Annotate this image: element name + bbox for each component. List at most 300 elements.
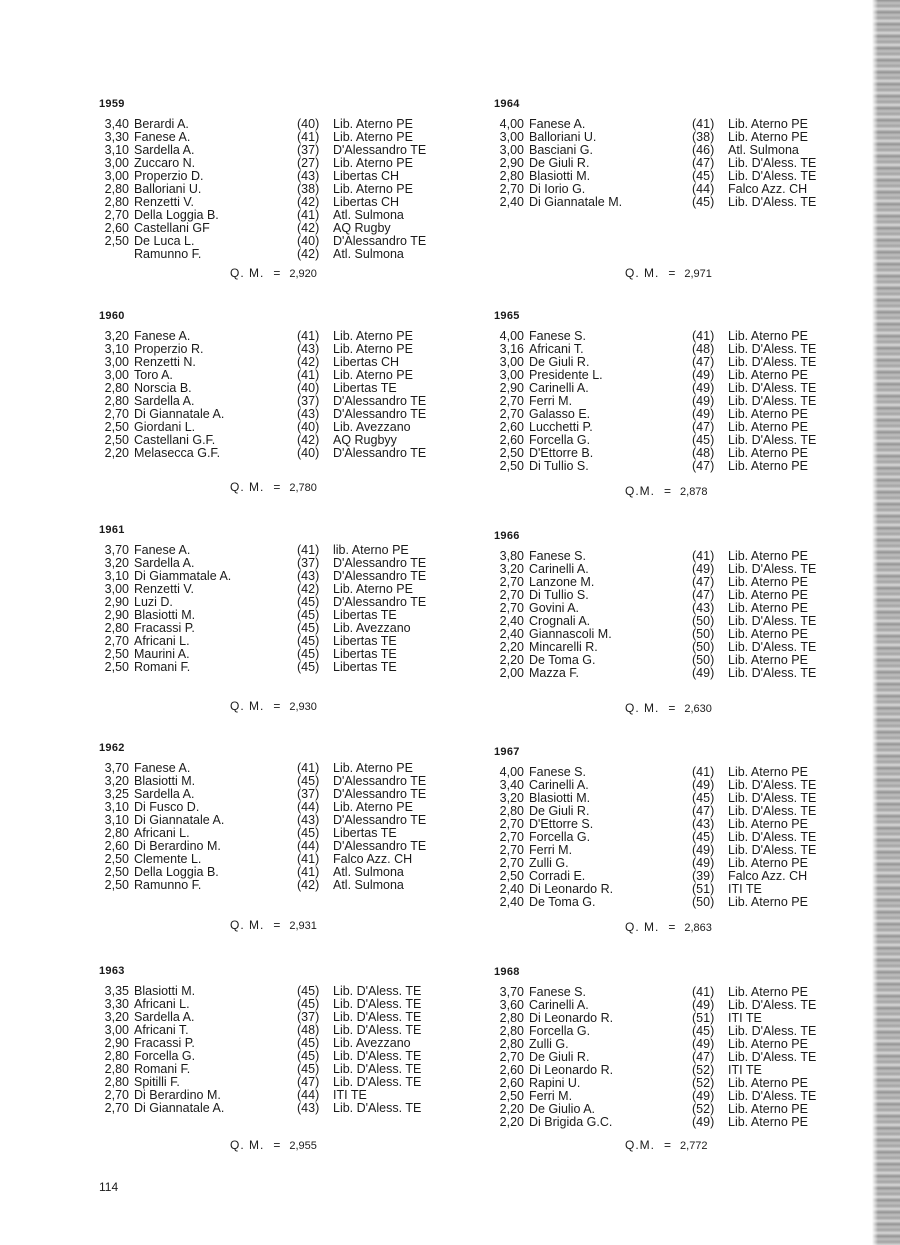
athlete-name: Properzio R. (134, 342, 204, 356)
birth-year: (42) (297, 221, 320, 235)
athlete-name: Africani T. (134, 1023, 189, 1037)
club-name: Lib. Aterno PE (728, 588, 808, 602)
athlete-name: Della Loggia B. (134, 865, 219, 879)
athlete-name: Mazza F. (529, 666, 580, 680)
birth-year: (42) (297, 355, 320, 369)
club-name: Lib. D'Aless. TE (728, 666, 817, 680)
results-list (494, 330, 839, 473)
birth-year: (41) (297, 130, 320, 144)
birth-year: (49) (692, 856, 715, 870)
athlete-name: De Giuli R. (529, 1050, 590, 1064)
section-year: 1963 (99, 965, 125, 977)
club-name: Lib. Avezzano (333, 621, 411, 635)
average-label: Q. M. (230, 699, 265, 713)
height-value: 3,10 (104, 143, 129, 157)
birth-year: (41) (297, 543, 320, 557)
club-name: Atl. Sulmona (333, 247, 404, 261)
club-name: Lib. D'Aless. TE (728, 169, 817, 183)
birth-year: (49) (692, 778, 715, 792)
athlete-name: Melasecca G.F. (134, 446, 221, 460)
birth-year: (49) (692, 1037, 715, 1051)
athlete-name: De Luca L. (134, 234, 195, 248)
athlete-name: De Giulio A. (529, 1102, 596, 1116)
athlete-name: Di Leonardo R. (529, 1063, 614, 1077)
birth-year: (49) (692, 1115, 715, 1129)
club-name: D'Alessandro TE (333, 407, 427, 421)
height-value: 3,10 (104, 569, 129, 583)
athlete-name: Govini A. (529, 601, 580, 615)
club-name: ITI TE (728, 882, 762, 896)
height-value: 3,60 (499, 998, 524, 1012)
athlete-name: Di Giammatale A. (134, 569, 232, 583)
birth-year: (42) (297, 247, 320, 261)
club-name: Lib. Aterno PE (728, 985, 808, 999)
athlete-name: Sardella A. (134, 787, 195, 801)
club-name: lib. Aterno PE (333, 543, 409, 557)
club-name: Libertas CH (333, 355, 399, 369)
athlete-name: D'Ettorre S. (529, 817, 594, 831)
club-name: Lib. D'Aless. TE (728, 791, 817, 805)
club-name: Lib. Aterno PE (333, 368, 413, 382)
average-line (230, 266, 317, 280)
height-value: 2,50 (499, 869, 524, 883)
club-name: Falco Azz. CH (728, 182, 808, 196)
athlete-name: Romani F. (134, 660, 191, 674)
club-name: Libertas TE (333, 826, 397, 840)
club-name: Lib. Aterno PE (728, 856, 808, 870)
club-name: Lib. D'Aless. TE (728, 998, 817, 1012)
birth-year: (38) (297, 182, 320, 196)
athlete-name: Blasiotti M. (134, 608, 196, 622)
equals-sign: = (273, 699, 281, 713)
club-name: Atl. Sulmona (333, 865, 404, 879)
birth-year: (43) (692, 817, 715, 831)
average-label: Q. M. (230, 918, 265, 932)
height-value: 2,70 (499, 394, 524, 408)
equals-sign: = (664, 1138, 672, 1152)
birth-year: (41) (297, 208, 320, 222)
height-value: 2,60 (499, 420, 524, 434)
athlete-name: Carinelli A. (529, 998, 589, 1012)
result-row (494, 667, 839, 680)
birth-year: (52) (692, 1063, 715, 1077)
height-value: 2,50 (104, 660, 129, 674)
scan-edge-shadow (872, 0, 900, 1245)
height-value: 2,00 (499, 666, 524, 680)
club-name: Lib. D'Aless. TE (333, 1049, 422, 1063)
average-label: Q.M. (625, 484, 655, 498)
height-value: 2,70 (499, 601, 524, 615)
height-value: 3,10 (104, 800, 129, 814)
birth-year: (49) (692, 666, 715, 680)
height-value: 3,40 (104, 117, 129, 131)
average-label: Q. M. (625, 920, 660, 934)
height-value: 2,70 (104, 407, 129, 421)
average-value: 2,930 (289, 701, 317, 713)
height-value: 2,20 (499, 1102, 524, 1116)
birth-year: (47) (692, 1050, 715, 1064)
birth-year: (45) (297, 621, 320, 635)
athlete-name: Fanese S. (529, 549, 586, 563)
athlete-name: Ferri M. (529, 843, 573, 857)
club-name: Lib. Aterno PE (728, 1115, 808, 1129)
birth-year: (43) (297, 342, 320, 356)
birth-year: (45) (297, 634, 320, 648)
club-name: Lib. Aterno PE (728, 817, 808, 831)
athlete-name: Fanese A. (134, 130, 191, 144)
club-name: Atl. Sulmona (728, 143, 799, 157)
height-value: 3,20 (104, 329, 129, 343)
athlete-name: Corradi E. (529, 869, 586, 883)
average-line (230, 699, 317, 713)
club-name: D'Alessandro TE (333, 839, 427, 853)
birth-year: (49) (692, 843, 715, 857)
height-value: 4,00 (499, 765, 524, 779)
birth-year: (43) (297, 569, 320, 583)
athlete-name: Balloriani U. (529, 130, 597, 144)
height-value: 2,80 (104, 1049, 129, 1063)
birth-year: (47) (297, 1075, 320, 1089)
athlete-name: Di Leonardo R. (529, 1011, 614, 1025)
height-value: 2,70 (104, 1101, 129, 1115)
height-value: 2,50 (104, 865, 129, 879)
average-label: Q. M. (230, 1138, 265, 1152)
result-row (99, 661, 444, 674)
height-value: 2,70 (104, 1088, 129, 1102)
club-name: Lib. Aterno PE (333, 761, 413, 775)
club-name: Lib. Aterno PE (333, 117, 413, 131)
athlete-name: Di Iorio G. (529, 182, 586, 196)
birth-year: (49) (692, 407, 715, 421)
average-value: 2,971 (684, 268, 712, 280)
height-value: 2,70 (499, 407, 524, 421)
athlete-name: Galasso E. (529, 407, 591, 421)
athlete-name: Romani F. (134, 1062, 191, 1076)
club-name: Lib. D'Aless. TE (728, 804, 817, 818)
average-value: 2,863 (684, 922, 712, 934)
athlete-name: Di Brigida G.C. (529, 1115, 613, 1129)
athlete-name: Zulli G. (529, 856, 569, 870)
result-row (494, 1116, 839, 1129)
athlete-name: Zulli G. (529, 1037, 569, 1051)
athlete-name: Di Giannatale M. (529, 195, 623, 209)
athlete-name: Africani T. (529, 342, 584, 356)
height-value: 2,70 (499, 830, 524, 844)
club-name: D'Alessandro TE (333, 234, 427, 248)
birth-year: (48) (692, 446, 715, 460)
athlete-name: Sardella A. (134, 556, 195, 570)
birth-year: (49) (692, 1089, 715, 1103)
birth-year: (47) (692, 575, 715, 589)
height-value: 3,00 (499, 368, 524, 382)
birth-year: (27) (297, 156, 320, 170)
athlete-name: Fanese S. (529, 329, 586, 343)
height-value: 2,50 (104, 878, 129, 892)
average-value: 2,878 (680, 486, 708, 498)
height-value: 4,00 (499, 329, 524, 343)
birth-year: (50) (692, 614, 715, 628)
club-name: Lib. Aterno PE (728, 765, 808, 779)
section-year: 1959 (99, 98, 125, 110)
average-line (625, 1138, 708, 1152)
athlete-name: De Giuli R. (529, 156, 590, 170)
average-label: Q. M. (625, 701, 660, 715)
club-name: Lib. Aterno PE (728, 895, 808, 909)
club-name: AQ Rugby (333, 221, 391, 235)
athlete-name: Di Berardino M. (134, 1088, 221, 1102)
club-name: Lib. D'Aless. TE (333, 1023, 422, 1037)
athlete-name: De Giuli R. (529, 355, 590, 369)
average-line (625, 266, 712, 280)
athlete-name: Basciani G. (529, 143, 593, 157)
birth-year: (47) (692, 420, 715, 434)
athlete-name: Di Tullio S. (529, 588, 589, 602)
club-name: Lib. D'Aless. TE (333, 1101, 422, 1115)
athlete-name: Renzetti V. (134, 582, 194, 596)
birth-year: (41) (297, 852, 320, 866)
club-name: Lib. Aterno PE (333, 329, 413, 343)
equals-sign: = (273, 918, 281, 932)
birth-year: (45) (297, 660, 320, 674)
average-label: Q. M. (230, 266, 265, 280)
height-value: 2,80 (499, 1024, 524, 1038)
club-name: Lib. D'Aless. TE (728, 640, 817, 654)
height-value: 2,70 (499, 575, 524, 589)
birth-year: (50) (692, 895, 715, 909)
athlete-name: De Giuli R. (529, 804, 590, 818)
height-value: 3,20 (104, 774, 129, 788)
average-value: 2,630 (684, 703, 712, 715)
average-value: 2,772 (680, 1140, 708, 1152)
birth-year: (43) (297, 813, 320, 827)
athlete-name: Castellani GF (134, 221, 210, 235)
birth-year: (45) (297, 997, 320, 1011)
height-value: 2,50 (499, 459, 524, 473)
height-value: 2,80 (499, 169, 524, 183)
height-value: 2,40 (499, 614, 524, 628)
club-name: Lib. D'Aless. TE (728, 778, 817, 792)
club-name: D'Alessandro TE (333, 774, 427, 788)
birth-year: (45) (692, 830, 715, 844)
height-value: 3,70 (104, 761, 129, 775)
birth-year: (47) (692, 156, 715, 170)
club-name: D'Alessandro TE (333, 813, 427, 827)
section-year: 1966 (494, 530, 520, 542)
height-value: 3,20 (104, 1010, 129, 1024)
height-value: 3,20 (104, 556, 129, 570)
height-value: 3,25 (104, 787, 129, 801)
birth-year: (49) (692, 381, 715, 395)
birth-year: (41) (297, 865, 320, 879)
result-row (494, 460, 839, 473)
height-value: 2,50 (104, 647, 129, 661)
birth-year: (42) (297, 195, 320, 209)
height-value: 2,80 (104, 381, 129, 395)
athlete-name: Giannascoli M. (529, 627, 612, 641)
athlete-name: Ferri M. (529, 394, 573, 408)
club-name: Lib. D'Aless. TE (333, 984, 422, 998)
average-label: Q.M. (625, 1138, 655, 1152)
birth-year: (51) (692, 882, 715, 896)
birth-year: (41) (297, 368, 320, 382)
birth-year: (41) (297, 329, 320, 343)
club-name: D'Alessandro TE (333, 787, 427, 801)
birth-year: (39) (692, 869, 715, 883)
athlete-name: Carinelli A. (529, 381, 589, 395)
club-name: Lib. Aterno PE (728, 407, 808, 421)
club-name: Lib. Aterno PE (728, 575, 808, 589)
height-value: 2,70 (499, 1050, 524, 1064)
results-list (99, 118, 444, 261)
athlete-name: Fanese S. (529, 765, 586, 779)
height-value: 2,60 (499, 1063, 524, 1077)
average-value: 2,780 (289, 482, 317, 494)
club-name: D'Alessandro TE (333, 394, 427, 408)
section-year: 1967 (494, 746, 520, 758)
height-value: 2,90 (104, 608, 129, 622)
birth-year: (45) (297, 647, 320, 661)
athlete-name: Sardella A. (134, 143, 195, 157)
equals-sign: = (668, 920, 676, 934)
club-name: Lib. Aterno PE (728, 446, 808, 460)
height-value: 2,80 (104, 1075, 129, 1089)
birth-year: (42) (297, 582, 320, 596)
athlete-name: Rapini U. (529, 1076, 581, 1090)
club-name: Lib. D'Aless. TE (333, 1010, 422, 1024)
height-value: 3,00 (104, 156, 129, 170)
club-name: Lib. D'Aless. TE (728, 1050, 817, 1064)
section-year: 1964 (494, 98, 520, 110)
club-name: Lib. Aterno PE (728, 368, 808, 382)
club-name: ITI TE (728, 1011, 762, 1025)
height-value: 2,70 (499, 182, 524, 196)
result-row (99, 447, 444, 460)
birth-year: (40) (297, 420, 320, 434)
equals-sign: = (664, 484, 672, 498)
athlete-name: Forcella G. (134, 1049, 196, 1063)
height-value: 3,00 (104, 1023, 129, 1037)
club-name: Lib. Aterno PE (333, 582, 413, 596)
club-name: Lib. D'Aless. TE (333, 1062, 422, 1076)
results-list (99, 762, 444, 892)
birth-year: (41) (692, 765, 715, 779)
athlete-name: Zuccaro N. (134, 156, 196, 170)
athlete-name: Balloriani U. (134, 182, 202, 196)
birth-year: (41) (297, 761, 320, 775)
athlete-name: Di Fusco D. (134, 800, 200, 814)
birth-year: (41) (692, 117, 715, 131)
birth-year: (43) (297, 169, 320, 183)
club-name: Lib. Aterno PE (728, 1076, 808, 1090)
height-value: 2,40 (499, 627, 524, 641)
height-value: 2,20 (499, 1115, 524, 1129)
club-name: Libertas TE (333, 660, 397, 674)
athlete-name: Renzetti N. (134, 355, 196, 369)
club-name: D'Alessandro TE (333, 446, 427, 460)
height-value: 3,00 (499, 130, 524, 144)
club-name: Lib. Aterno PE (333, 342, 413, 356)
athlete-name: Fanese A. (134, 761, 191, 775)
birth-year: (44) (297, 1088, 320, 1102)
club-name: ITI TE (728, 1063, 762, 1077)
birth-year: (47) (692, 355, 715, 369)
height-value: 3,35 (104, 984, 129, 998)
height-value: 3,40 (499, 778, 524, 792)
birth-year: (45) (297, 1049, 320, 1063)
club-name: Lib. D'Aless. TE (728, 433, 817, 447)
result-row (99, 1102, 444, 1115)
athlete-name: Fanese A. (134, 543, 191, 557)
height-value: 4,00 (499, 117, 524, 131)
height-value: 3,70 (104, 543, 129, 557)
birth-year: (45) (297, 984, 320, 998)
athlete-name: Fracassi P. (134, 621, 195, 635)
results-list (99, 544, 444, 674)
birth-year: (50) (692, 627, 715, 641)
birth-year: (42) (297, 878, 320, 892)
average-line (625, 701, 712, 715)
average-line (625, 920, 712, 934)
results-list (494, 766, 839, 909)
birth-year: (45) (297, 774, 320, 788)
section-year: 1965 (494, 310, 520, 322)
athlete-name: Lucchetti P. (529, 420, 593, 434)
height-value: 2,60 (499, 1076, 524, 1090)
club-name: Lib. Aterno PE (728, 1102, 808, 1116)
height-value: 2,70 (104, 208, 129, 222)
club-name: ITI TE (333, 1088, 367, 1102)
height-value: 2,50 (104, 420, 129, 434)
average-line (230, 918, 317, 932)
birth-year: (44) (297, 839, 320, 853)
club-name: Lib. D'Aless. TE (728, 381, 817, 395)
club-name: Falco Azz. CH (728, 869, 808, 883)
athlete-name: Africani L. (134, 634, 190, 648)
height-value: 2,20 (499, 653, 524, 667)
equals-sign: = (273, 266, 281, 280)
birth-year: (52) (692, 1076, 715, 1090)
club-name: Lib. Aterno PE (728, 459, 808, 473)
birth-year: (44) (692, 182, 715, 196)
club-name: Lib. D'Aless. TE (728, 1089, 817, 1103)
birth-year: (47) (692, 588, 715, 602)
average-label: Q. M. (625, 266, 660, 280)
equals-sign: = (273, 1138, 281, 1152)
club-name: Libertas TE (333, 608, 397, 622)
athlete-name: Norscia B. (134, 381, 192, 395)
result-row (494, 196, 839, 209)
athlete-name: De Toma G. (529, 653, 596, 667)
height-value: 3,00 (104, 582, 129, 596)
athlete-name: Sardella A. (134, 1010, 195, 1024)
birth-year: (49) (692, 368, 715, 382)
club-name: Lib. Aterno PE (728, 329, 808, 343)
club-name: D'Alessandro TE (333, 556, 427, 570)
club-name: Lib. D'Aless. TE (728, 614, 817, 628)
athlete-name: Fanese A. (134, 329, 191, 343)
birth-year: (49) (692, 394, 715, 408)
birth-year: (46) (692, 143, 715, 157)
height-value: 2,80 (499, 1037, 524, 1051)
athlete-name: Di Giannatale A. (134, 1101, 225, 1115)
height-value: 2,80 (104, 195, 129, 209)
result-row (99, 879, 444, 892)
height-value: 2,70 (499, 843, 524, 857)
birth-year: (37) (297, 1010, 320, 1024)
height-value: 3,30 (104, 130, 129, 144)
birth-year: (48) (297, 1023, 320, 1037)
birth-year: (50) (692, 653, 715, 667)
